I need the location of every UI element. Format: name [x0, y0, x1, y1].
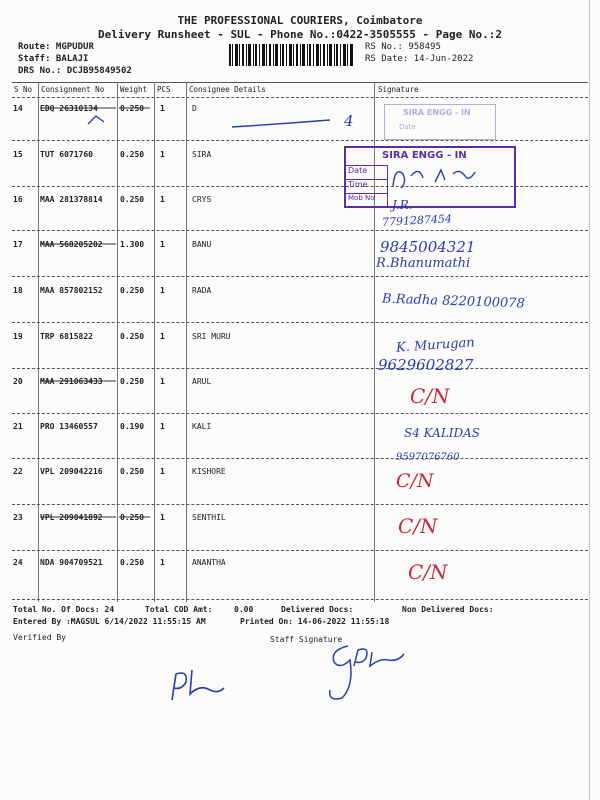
row-pcs: 1: [160, 558, 165, 567]
row-consignee: KISHORE: [192, 467, 226, 476]
handwritten-cn-mark: C/N: [410, 384, 450, 408]
row-rule: [12, 276, 588, 277]
row-consignment: PRO 13460557: [40, 422, 98, 431]
handwritten-initials: J.R.: [392, 198, 413, 212]
table-row: [0, 513, 600, 527]
row-weight: 0.250: [120, 513, 145, 522]
table-row: [0, 422, 600, 436]
row-weight: 0.190: [120, 422, 145, 431]
row-consignee: ANANTHA: [192, 558, 226, 567]
verifier-signature: [160, 660, 230, 710]
row-pcs: 1: [160, 286, 165, 295]
handwritten-name: R.Bhanumathi: [376, 256, 471, 271]
row-consignment: MAA 568205202: [40, 240, 103, 249]
row-rule: [12, 322, 588, 323]
page-edge: [589, 0, 590, 800]
row-sno: 17: [13, 240, 23, 249]
row-weight: 0.250: [120, 104, 145, 113]
handwritten-cn-mark: C/N: [398, 514, 438, 538]
row-consignment: TUT 6071760: [40, 150, 93, 159]
table-row: [0, 558, 600, 572]
row-sno: 19: [13, 332, 23, 341]
row-weight: 1.300: [120, 240, 145, 249]
row-sno: 24: [13, 558, 23, 567]
rs-number: RS No.: 958495: [365, 42, 441, 52]
company-stamp: SIRA ENGG - IN Date Time Mob No: [344, 146, 516, 208]
handwritten-name-phone: B.Radha 8220100078: [381, 291, 526, 312]
row-consignment: EDQ 26310134: [40, 104, 98, 113]
row-pcs: 1: [160, 467, 165, 476]
row-consignee: KALI: [192, 422, 212, 431]
col-header-consignment: Consignment No: [41, 85, 105, 94]
table-row: [0, 104, 600, 118]
faded-company-stamp: SIRA ENGG - IN Date: [384, 104, 496, 140]
row-sno: 20: [13, 377, 23, 386]
row-sno: 16: [13, 195, 23, 204]
row-rule: [12, 368, 588, 369]
printed-on: Printed On: 14-06-2022 11:55:18: [240, 617, 390, 626]
row-consignment: TRP 6815822: [40, 332, 93, 341]
pen-stroke: [232, 120, 330, 127]
col-header-pcs: PCS: [157, 85, 171, 94]
row-consignee: SENTHIL: [192, 513, 226, 522]
company-title: THE PROFESSIONAL COURIERS, Coimbatore: [177, 14, 423, 27]
row-pcs: 1: [160, 104, 165, 113]
handwritten-phone: 9845004321: [380, 238, 476, 256]
row-pcs: 1: [160, 513, 165, 522]
row-weight: 0.250: [120, 332, 145, 341]
row-weight: 0.250: [120, 377, 145, 386]
row-sno: 23: [13, 513, 23, 522]
table-top-rule: [12, 82, 588, 83]
total-cod-label: Total COD Amt:: [145, 605, 213, 614]
col-header-weight: Weight: [120, 85, 148, 94]
row-consignment: NDA 904709521: [40, 558, 103, 567]
table-header-rule: [12, 97, 588, 98]
barcode-image: [229, 44, 353, 66]
handwritten-phone: 9597076760: [396, 452, 460, 463]
drs-number: DRS No.: DCJB95849502: [18, 66, 132, 76]
row-consignee: SIRA: [192, 150, 212, 159]
route-label: Route: MGPUDUR: [18, 42, 94, 52]
row-rule: [12, 140, 588, 141]
handwritten-number: 4: [344, 112, 354, 130]
row-consignee: RADA: [192, 286, 212, 295]
staff-label: Staff: BALAJI: [18, 54, 89, 64]
row-sno: 14: [13, 104, 23, 113]
entered-by: Entered By :MAGSUL 6/14/2022 11:55:15 AM: [13, 617, 206, 626]
col-header-signature: Signature: [378, 85, 419, 94]
row-consignee: BANU: [192, 240, 212, 249]
runsheet-subtitle: Delivery Runsheet - SUL - Phone No.:0422-3505555 - Page No.:2: [98, 28, 502, 41]
row-weight: 0.250: [120, 286, 145, 295]
row-pcs: 1: [160, 377, 165, 386]
row-consignment: MAA 281378814: [40, 195, 103, 204]
row-pcs: 1: [160, 332, 165, 341]
table-row: [0, 332, 600, 346]
row-consignee: SRI MURU: [192, 332, 231, 341]
row-sno: 22: [13, 467, 23, 476]
delivered-docs: Delivered Docs:: [281, 605, 354, 614]
row-rule: [12, 230, 588, 231]
row-sno: 15: [13, 150, 23, 159]
row-weight: 0.250: [120, 467, 145, 476]
handwritten-phone: 9629602827: [378, 356, 474, 374]
verified-by-label: Verified By: [13, 633, 66, 642]
staff-signature: [318, 636, 408, 706]
handwritten-cn-mark: C/N: [396, 470, 434, 492]
row-consignment: MAA 857802152: [40, 286, 103, 295]
row-consignment: VPL 209042216: [40, 467, 103, 476]
row-consignee: CRYS: [192, 195, 212, 204]
row-pcs: 1: [160, 150, 165, 159]
row-consignee: D: [192, 104, 197, 113]
rs-date: RS Date: 14-Jun-2022: [365, 54, 474, 64]
non-delivered-docs: Non Delivered Docs:: [402, 605, 494, 614]
row-rule: [12, 413, 588, 414]
handwritten-phone: 7791287454: [381, 212, 453, 229]
staff-signature-label: Staff Signature: [270, 635, 343, 644]
handwritten-name: S4 KALIDAS: [404, 426, 481, 440]
handwritten-cn-mark: C/N: [408, 560, 448, 584]
handwritten-name: K. Murugan: [395, 335, 476, 356]
row-consignment: MAA 291063433: [40, 377, 103, 386]
row-weight: 0.250: [120, 195, 145, 204]
table-row: [0, 467, 600, 481]
row-rule: [12, 504, 588, 505]
row-pcs: 1: [160, 422, 165, 431]
total-docs: Total No. Of Docs: 24: [13, 605, 115, 614]
col-header-sno: S No: [14, 85, 33, 94]
row-pcs: 1: [160, 240, 165, 249]
row-rule: [12, 458, 588, 459]
row-weight: 0.250: [120, 558, 145, 567]
signature-row15: [385, 160, 495, 194]
row-consignee: ARUL: [192, 377, 212, 386]
row-pcs: 1: [160, 195, 165, 204]
row-consignment: VPL 209041892: [40, 513, 103, 522]
row-sno: 21: [13, 422, 23, 431]
total-cod-value: 0.00: [234, 605, 254, 614]
col-header-consignee: Consignee Details: [189, 85, 266, 94]
row-rule: [12, 599, 588, 600]
row-sno: 18: [13, 286, 23, 295]
table-row: [0, 240, 600, 254]
table-row: [0, 377, 600, 391]
row-weight: 0.250: [120, 150, 145, 159]
row-rule: [12, 550, 588, 551]
